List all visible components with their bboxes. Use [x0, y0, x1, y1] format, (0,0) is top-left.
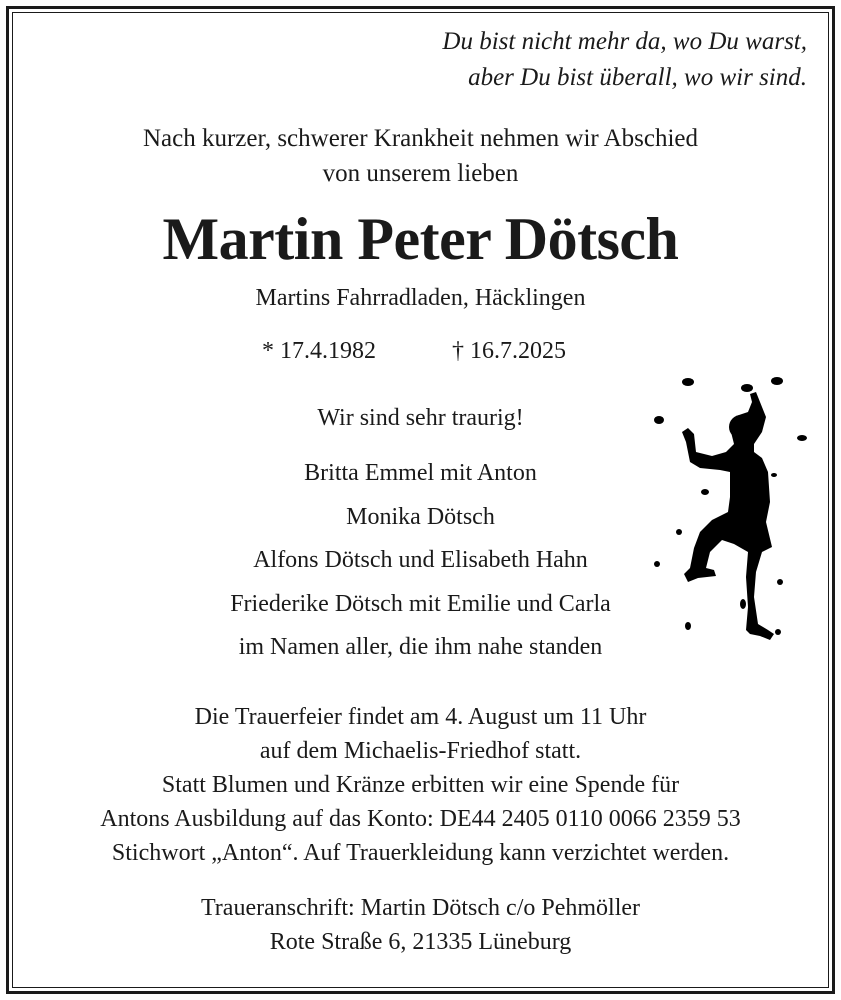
mourner-name: Friederike Dötsch mit Emilie und Carla: [230, 591, 611, 617]
deceased-name: Martin Peter Dötsch: [162, 206, 679, 272]
address-line-1: Traueranschrift: Martin Dötsch c/o Pehmöller: [200, 895, 641, 921]
quote-line-1: Du bist nicht mehr da, wo Du warst,: [442, 28, 807, 55]
ceremony-line: Stichwort „Anton“. Auf Trauerkleidung kann verzichtet werden.: [111, 840, 730, 866]
ceremony-line: Statt Blumen und Kränze erbitten wir eine Spende für: [161, 772, 680, 798]
address-line-2: Rote Straße 6, 21335 Lüneburg: [269, 929, 572, 955]
mourner-name: im Namen aller, die ihm nahe standen: [238, 634, 603, 660]
intro-line-2: von unserem lieben: [322, 160, 519, 187]
ceremony-line: auf dem Michaelis-Friedhof statt.: [259, 738, 582, 764]
mourner-name: Monika Dötsch: [346, 504, 495, 530]
deceased-subtitle: Martins Fahrradladen, Häcklingen: [255, 285, 586, 311]
climber-silhouette-icon: [650, 372, 815, 647]
intro-line-1: Nach kurzer, schwerer Krankheit nehmen wir Abschied: [142, 125, 699, 152]
death-date: † 16.7.2025: [452, 338, 566, 364]
ceremony-line: Die Trauerfeier findet am 4. August um 11 Uhr: [194, 704, 647, 730]
mourners-statement: Wir sind sehr traurig!: [317, 405, 524, 431]
quote-line-2: aber Du bist überall, wo wir sind.: [468, 64, 807, 91]
birth-date: * 17.4.1982: [262, 338, 376, 364]
ceremony-line: Antons Ausbildung auf das Konto: DE44 2405 0110 0066 2359 53: [100, 806, 741, 832]
mourner-name: Alfons Dötsch und Elisabeth Hahn: [253, 547, 588, 573]
mourner-name: Britta Emmel mit Anton: [304, 460, 537, 486]
